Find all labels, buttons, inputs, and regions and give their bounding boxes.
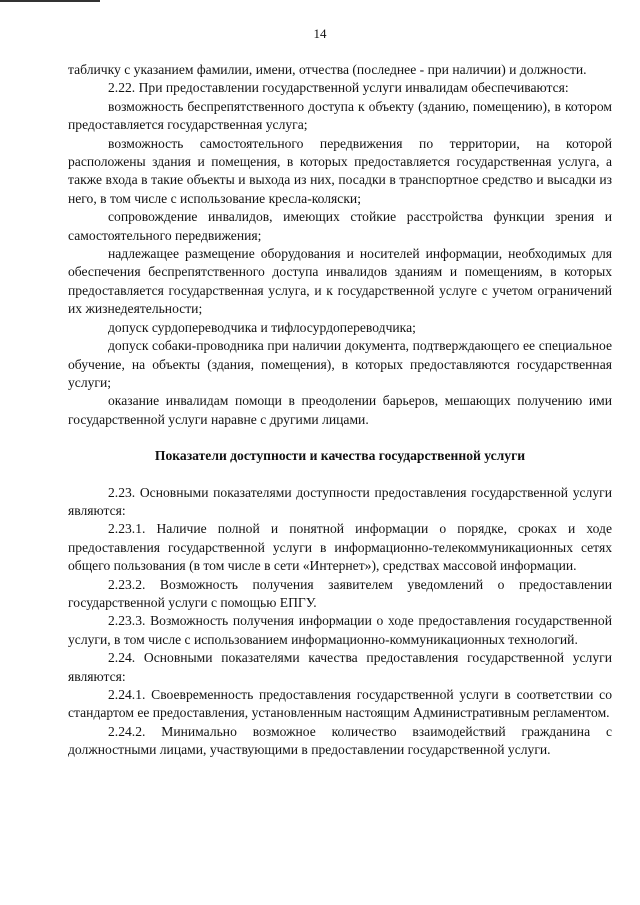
section-heading: Показатели доступности и качества государственной услуги bbox=[154, 448, 526, 464]
paragraph-2-24: 2.24. Основными показателями качества предоставления государственной услуги являются: bbox=[68, 650, 612, 684]
paragraph-2-23-1: 2.23.1. Наличие полной и понятной информации о порядке, сроках и ходе предоставления государственной услуги в информационно-телекоммуникационных сетях общего пользования (в том числе в сети «Интернет»), средствах массовой информации. bbox=[68, 521, 612, 574]
list-item-access: возможность беспрепятственного доступа к объекту (зданию, помещению), в котором предоставляется государственная услуга; bbox=[68, 98, 612, 133]
list-item-equipment: надлежащее размещение оборудования и носителей информации, необходимых для обеспечения беспрепятственного доступа инвалидов зданиям и помещениям, в которых предоставляется государственная услуга, и к государственной услуге с учетом ограничений их жизнедеятельности; bbox=[68, 246, 612, 317]
list-item-guide-dog: допуск собаки-проводника при наличии документа, подтверждающего ее специальное обучение, на объекты (здания, помещения), в которых предоставляются государственная услуги; bbox=[68, 338, 612, 390]
scan-corner-line bbox=[0, 0, 100, 2]
paragraph-2-24-2: 2.24.2. Минимально возможное количество взаимодействий гражданина с должностными лицами, участвующими в предоставлении государственной услуги. bbox=[68, 723, 612, 758]
list-item-movement: возможность самостоятельного передвижения по территории, на которой расположены здания и помещения, в которых предоставляется государственная услуга, а также входа в такие объекты и выхода из них, посадки в транспортное средство и высадки из него, в том числе с использование кресла-коляски; bbox=[68, 135, 612, 206]
list-item-escort: сопровождение инвалидов, имеющих стойкие расстройства функции зрения и самостоятельного передвижения; bbox=[68, 209, 612, 243]
page-number: 14 bbox=[313, 26, 327, 41]
paragraph-2-23-3: 2.23.3. Возможность получения информации о ходе предоставления государственной услуги, в том числе с использованием информационно-коммуникационных технологий. bbox=[68, 613, 612, 647]
paragraph-2-23: 2.23. Основными показателями доступности предоставления государственной услуги являются: bbox=[68, 484, 612, 518]
paragraph-2-22: 2.22. При предоставлении государственной услуги инвалидам обеспечиваются: bbox=[108, 80, 569, 96]
paragraph-2-24-1: 2.24.1. Своевременность предоставления государственной услуги в соответствии со стандартом ее предоставления, установленным настоящим Административным регламентом. bbox=[68, 687, 612, 721]
paragraph-continuation: табличку с указанием фамилии, имени, отчества (последнее - при наличии) и должности. bbox=[68, 62, 587, 77]
list-item-assistance: оказание инвалидам помощи в преодолении барьеров, мешающих получению ими государственной услуги наравне с другими лицами. bbox=[68, 393, 612, 427]
document-body bbox=[68, 61, 612, 760]
paragraph-2-23-2: 2.23.2. Возможность получения заявителем уведомлений о предоставлении государственной услуги с помощью ЕПГУ. bbox=[68, 576, 612, 610]
list-item-interpreter: допуск сурдопереводчика и тифлосурдопереводчика; bbox=[108, 319, 416, 335]
